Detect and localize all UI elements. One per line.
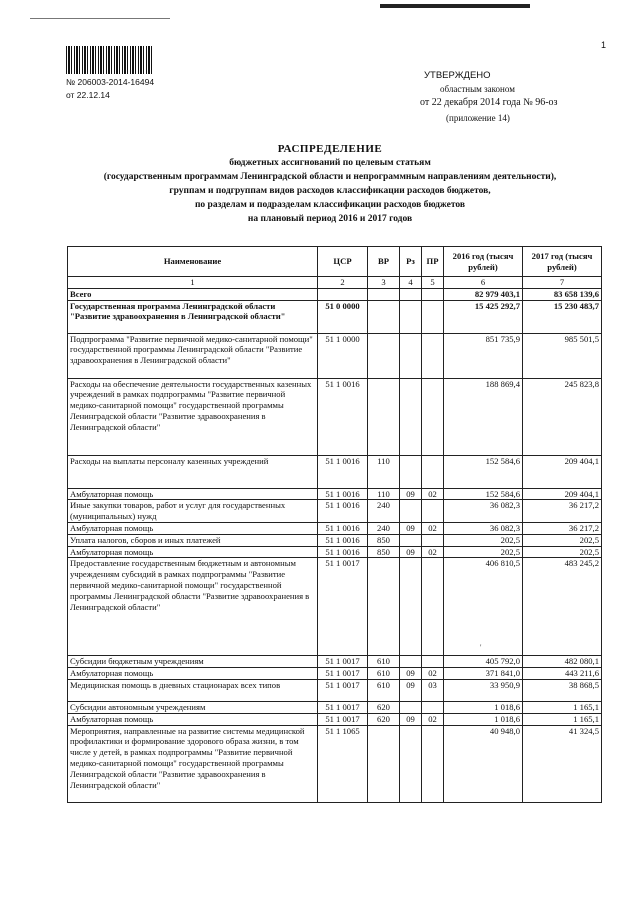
row-value-2017: 15 230 483,7 xyxy=(523,300,602,333)
row-value-2016: 33 950,9 xyxy=(444,679,523,701)
row-value-2017: 245 823,8 xyxy=(523,378,602,455)
table-row xyxy=(68,713,602,725)
row-value-2016: 40 948,0 xyxy=(444,725,523,802)
row-pr xyxy=(422,534,444,546)
row-vr: 110 xyxy=(368,488,400,500)
column-number: 1 xyxy=(68,277,318,289)
row-csr: 51 1 0016 xyxy=(318,500,368,523)
row-pr xyxy=(422,701,444,713)
table-row xyxy=(68,455,602,488)
row-pr xyxy=(422,300,444,333)
header-vr: ВР xyxy=(368,247,400,277)
table-header-row xyxy=(68,247,602,277)
row-vr: 620 xyxy=(368,701,400,713)
approval-title: УТВЕРЖДЕНО xyxy=(424,70,491,81)
row-value-2017: 209 404,1 xyxy=(523,455,602,488)
row-pr: 02 xyxy=(422,522,444,534)
row-csr: 51 1 0016 xyxy=(318,378,368,455)
row-name: Амбулаторная помощь xyxy=(68,713,318,725)
column-number: 7 xyxy=(523,277,602,289)
row-value-2017: 41 324,5 xyxy=(523,725,602,802)
row-vr xyxy=(368,300,400,333)
row-rz xyxy=(400,455,422,488)
row-vr: 610 xyxy=(368,668,400,680)
row-csr: 51 1 0017 xyxy=(318,713,368,725)
row-pr xyxy=(422,656,444,668)
row-name: Всего xyxy=(68,288,318,300)
row-rz xyxy=(400,656,422,668)
row-rz xyxy=(400,558,422,656)
column-number: 3 xyxy=(368,277,400,289)
table-row xyxy=(68,679,602,701)
row-value-2016: 202,5 xyxy=(444,546,523,558)
row-value-2016: 406 810,5 xyxy=(444,558,523,656)
table-body xyxy=(68,288,602,802)
row-value-2017: 202,5 xyxy=(523,546,602,558)
row-rz xyxy=(400,333,422,378)
row-name: Мероприятия, направленные на развитие системы медицинской профилактики и формирование здорового образа жизни, в том числе у детей, в рамках подпрограммы "Развитие первичной медико-санитарной помощи" государственной программы Ленинградской области "Развитие здравоохранения в Ленинградской области" xyxy=(68,725,318,802)
row-name: Амбулаторная помощь xyxy=(68,668,318,680)
row-name: Государственная программа Ленинградской области "Развитие здравоохранения в Ленинградской области" xyxy=(68,300,318,333)
title-line: группам и подгруппам видов расходов классификации расходов бюджетов, xyxy=(169,186,491,196)
column-number: 4 xyxy=(400,277,422,289)
row-csr: 51 1 0016 xyxy=(318,455,368,488)
row-pr xyxy=(422,288,444,300)
row-pr xyxy=(422,725,444,802)
row-value-2017: 36 217,2 xyxy=(523,500,602,523)
row-vr xyxy=(368,333,400,378)
row-pr xyxy=(422,378,444,455)
doc-date: от 22.12.14 xyxy=(66,90,110,100)
table-row xyxy=(68,725,602,802)
row-pr: 02 xyxy=(422,668,444,680)
title-line: на плановый период 2016 и 2017 годов xyxy=(247,214,413,224)
row-csr: 51 1 0017 xyxy=(318,558,368,656)
row-rz: 09 xyxy=(400,546,422,558)
approval-appendix: (приложение 14) xyxy=(446,113,510,123)
row-value-2016: 1 018,6 xyxy=(444,701,523,713)
title-line: бюджетных ассигнований по целевым статьям xyxy=(229,158,431,168)
row-vr: 850 xyxy=(368,546,400,558)
page-number: 1 xyxy=(600,40,606,50)
budget-table xyxy=(67,246,602,803)
row-rz: 09 xyxy=(400,488,422,500)
row-value-2017: 1 165,1 xyxy=(523,713,602,725)
row-value-2016: 152 584,6 xyxy=(444,488,523,500)
row-pr xyxy=(422,500,444,523)
row-vr: 620 xyxy=(368,713,400,725)
table-row xyxy=(68,668,602,680)
row-rz: 09 xyxy=(400,679,422,701)
table-row xyxy=(68,378,602,455)
row-csr: 51 1 1065 xyxy=(318,725,368,802)
row-vr xyxy=(368,725,400,802)
row-vr xyxy=(368,288,400,300)
row-name: Подпрограмма "Развитие первичной медико-санитарной помощи" государственной программы Ленинградской области "Развитие здравоохранения в Ленинградской области" xyxy=(68,333,318,378)
row-value-2016: 36 082,3 xyxy=(444,522,523,534)
row-value-2016: 15 425 292,7 xyxy=(444,300,523,333)
row-vr: 110 xyxy=(368,455,400,488)
row-value-2017: 1 165,1 xyxy=(523,701,602,713)
row-rz: 09 xyxy=(400,668,422,680)
title-main: РАСПРЕДЕЛЕНИЕ xyxy=(277,143,383,155)
row-name: Иные закупки товаров, работ и услуг для государственных (муниципальных) нужд xyxy=(68,500,318,523)
row-csr: 51 1 0016 xyxy=(318,534,368,546)
header-csr: ЦСР xyxy=(318,247,368,277)
column-number: 6 xyxy=(444,277,523,289)
row-rz: 09 xyxy=(400,522,422,534)
row-value-2017: 209 404,1 xyxy=(523,488,602,500)
row-value-2017: 482 080,1 xyxy=(523,656,602,668)
row-value-2017: 38 868,5 xyxy=(523,679,602,701)
header-rz: Рз xyxy=(400,247,422,277)
row-pr: 03 xyxy=(422,679,444,701)
row-value-2017: 36 217,2 xyxy=(523,522,602,534)
row-vr: 240 xyxy=(368,500,400,523)
row-pr: 02 xyxy=(422,488,444,500)
document-barcode xyxy=(66,46,152,74)
row-vr: 240 xyxy=(368,522,400,534)
title-line: по разделам и подразделам классификации расходов бюджетов xyxy=(194,200,466,210)
row-value-2017: 443 211,6 xyxy=(523,668,602,680)
row-vr: 850 xyxy=(368,534,400,546)
table-row xyxy=(68,546,602,558)
table-row xyxy=(68,300,602,333)
row-csr: 51 1 0017 xyxy=(318,668,368,680)
row-value-2016: 371 841,0 xyxy=(444,668,523,680)
title-line: (государственным программам Ленинградской области и непрограммным направлениям деятельности), xyxy=(103,172,557,182)
row-rz xyxy=(400,288,422,300)
row-value-2017: 202,5 xyxy=(523,534,602,546)
table-row xyxy=(68,333,602,378)
row-rz xyxy=(400,378,422,455)
table-row xyxy=(68,701,602,713)
row-csr: 51 1 0017 xyxy=(318,656,368,668)
row-value-2016: 188 869,4 xyxy=(444,378,523,455)
row-value-2016: 405 792,0 xyxy=(444,656,523,668)
row-rz xyxy=(400,300,422,333)
table-row xyxy=(68,656,602,668)
approval-law: областным законом xyxy=(440,84,515,94)
row-value-2017: 483 245,2 xyxy=(523,558,602,656)
row-value-2017: 83 658 139,6 xyxy=(523,288,602,300)
row-pr xyxy=(422,333,444,378)
row-pr xyxy=(422,455,444,488)
row-rz: 09 xyxy=(400,713,422,725)
table-row xyxy=(68,288,602,300)
row-value-2016: 851 735,9 xyxy=(444,333,523,378)
row-csr: 51 0 0000 xyxy=(318,300,368,333)
row-rz xyxy=(400,500,422,523)
row-pr: 02 xyxy=(422,713,444,725)
row-rz xyxy=(400,701,422,713)
row-vr: 610 xyxy=(368,679,400,701)
header-2016: 2016 год (тысяч рублей) xyxy=(444,247,523,277)
column-number: 5 xyxy=(422,277,444,289)
row-csr: 51 1 0016 xyxy=(318,488,368,500)
row-name: Амбулаторная помощь xyxy=(68,488,318,500)
row-csr: 51 1 0017 xyxy=(318,679,368,701)
column-number-row xyxy=(68,277,602,289)
row-name: Амбулаторная помощь xyxy=(68,546,318,558)
row-name: Предоставление государственным бюджетным и автономным учреждениям субсидий в рамках подпрограммы "Развитие первичной медико-санитарной помощи" государственной программы Ленинградской области "Развитие здравоохранения в Ленинградской области" xyxy=(68,558,318,656)
column-number: 2 xyxy=(318,277,368,289)
scan-speck: ' xyxy=(480,643,482,652)
document-title xyxy=(40,142,620,226)
row-value-2016: 82 979 403,1 xyxy=(444,288,523,300)
scan-artifact-line xyxy=(380,4,530,8)
row-value-2016: 1 018,6 xyxy=(444,713,523,725)
row-vr xyxy=(368,378,400,455)
row-name: Расходы на выплаты персоналу казенных учреждений xyxy=(68,455,318,488)
row-csr: 51 1 0016 xyxy=(318,522,368,534)
row-value-2016: 36 082,3 xyxy=(444,500,523,523)
table-row xyxy=(68,534,602,546)
row-name: Уплата налогов, сборов и иных платежей xyxy=(68,534,318,546)
row-csr xyxy=(318,288,368,300)
table-row xyxy=(68,488,602,500)
row-name: Медицинская помощь в дневных стационарах всех типов xyxy=(68,679,318,701)
row-csr: 51 1 0016 xyxy=(318,546,368,558)
row-value-2017: 985 501,5 xyxy=(523,333,602,378)
table-row xyxy=(68,500,602,523)
row-pr xyxy=(422,558,444,656)
row-rz xyxy=(400,534,422,546)
approval-date: от 22 декабря 2014 года № 96-оз xyxy=(420,97,558,108)
row-csr: 51 1 0000 xyxy=(318,333,368,378)
header-pr: ПР xyxy=(422,247,444,277)
table-row xyxy=(68,522,602,534)
row-name: Субсидии автономным учреждениям xyxy=(68,701,318,713)
row-vr: 610 xyxy=(368,656,400,668)
header-name: Наименование xyxy=(68,247,318,277)
row-rz xyxy=(400,725,422,802)
row-name: Расходы на обеспечение деятельности государственных казенных учреждений в рамках подпрограммы "Развитие первичной медико-санитарной помощи" государственной программы Ленинградской области "Развитие здравоохранения в Ленинградской области" xyxy=(68,378,318,455)
row-pr: 02 xyxy=(422,546,444,558)
header-2017: 2017 год (тысяч рублей) xyxy=(523,247,602,277)
scan-artifact-line xyxy=(30,18,170,19)
table-row xyxy=(68,558,602,656)
row-value-2016: 202,5 xyxy=(444,534,523,546)
row-name: Амбулаторная помощь xyxy=(68,522,318,534)
row-csr: 51 1 0017 xyxy=(318,701,368,713)
row-vr xyxy=(368,558,400,656)
row-name: Субсидии бюджетным учреждениям xyxy=(68,656,318,668)
doc-number: № 206003-2014-16494 xyxy=(66,77,155,87)
row-value-2016: 152 584,6 xyxy=(444,455,523,488)
